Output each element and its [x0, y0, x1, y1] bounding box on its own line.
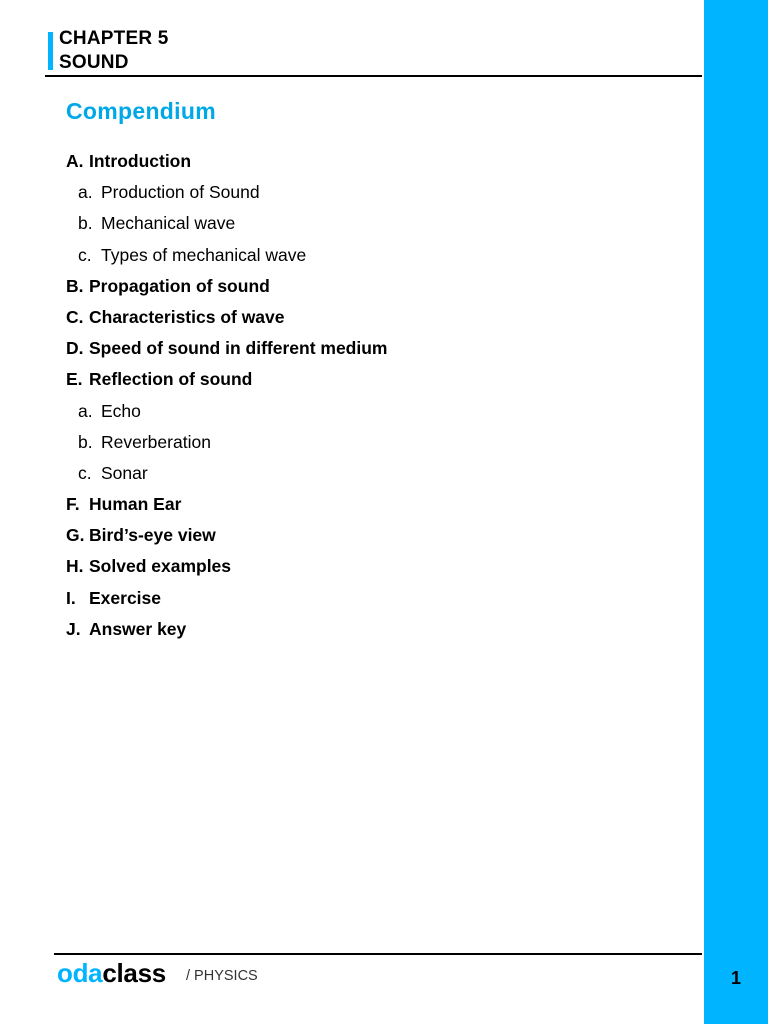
- toc-section-item: [66, 614, 666, 645]
- chapter-heading: [59, 27, 168, 75]
- toc-item-marker: b.: [78, 431, 93, 452]
- toc-item-label: Answer key: [89, 618, 187, 639]
- toc-section-item: [66, 551, 666, 582]
- section-title: Compendium: [66, 98, 216, 124]
- toc-subsection-item: [66, 396, 666, 427]
- toc-section-item: [66, 364, 666, 395]
- toc-section-item: [66, 271, 666, 302]
- chapter-accent-marker: [48, 32, 53, 70]
- toc-item-label: Solved examples: [89, 556, 232, 577]
- toc-item-marker: I.: [66, 587, 76, 608]
- toc-item-marker: A.: [66, 151, 84, 171]
- toc-subsection-item: [66, 177, 666, 208]
- toc-item-marker: a.: [78, 182, 93, 203]
- chapter-number: CHAPTER 5: [59, 28, 169, 49]
- toc-item-marker: H.: [66, 556, 84, 577]
- toc-subsection-item: [66, 458, 666, 489]
- brand-logo-part-class: class: [102, 958, 166, 988]
- toc-item-label: Mechanical wave: [101, 213, 236, 234]
- toc-item-marker: a.: [78, 400, 93, 421]
- toc-section-item: [66, 489, 666, 520]
- toc-item-label: Reflection of sound: [89, 369, 253, 390]
- toc-item-label: Introduction: [89, 151, 192, 171]
- toc-item-marker: b.: [78, 213, 93, 234]
- toc-subsection-item: [66, 240, 666, 271]
- toc-item-label: Human Ear: [89, 494, 182, 515]
- toc-item-label: Bird’s-eye view: [89, 525, 216, 546]
- toc-subsection-item: [66, 208, 666, 239]
- side-accent-band: [704, 0, 768, 1024]
- toc-item-label: Exercise: [89, 587, 162, 608]
- brand-logo: [57, 958, 166, 989]
- toc-item-marker: B.: [66, 275, 84, 296]
- toc-item-label: Propagation of sound: [89, 275, 270, 296]
- toc-section-item: [66, 302, 666, 333]
- toc-item-marker: G.: [66, 525, 85, 546]
- page-number: 1: [730, 968, 741, 988]
- toc-item-marker: F.: [66, 494, 80, 515]
- toc-item-label: Reverberation: [101, 431, 211, 452]
- toc-item-marker: E.: [66, 369, 83, 390]
- toc-section-item: [66, 146, 666, 177]
- footer-divider: [54, 953, 702, 955]
- toc-item-marker: C.: [66, 306, 84, 327]
- toc-section-item: [66, 520, 666, 551]
- toc-item-marker: c.: [78, 462, 92, 483]
- brand-logo-part-oda: oda: [57, 958, 103, 988]
- toc-item-label: Production of Sound: [101, 182, 260, 203]
- toc-item-label: Sonar: [101, 462, 148, 483]
- toc-item-label: Echo: [101, 400, 141, 421]
- toc-item-label: Types of mechanical wave: [101, 244, 307, 265]
- toc-subsection-item: [66, 427, 666, 458]
- footer-subject: / PHYSICS: [186, 968, 258, 984]
- table-of-contents: [66, 146, 666, 645]
- toc-item-label: Speed of sound in different medium: [89, 338, 388, 359]
- header-divider: [45, 75, 702, 77]
- toc-item-marker: J.: [66, 618, 81, 639]
- toc-item-marker: D.: [66, 338, 84, 359]
- toc-item-marker: c.: [78, 244, 92, 265]
- chapter-title: SOUND: [59, 52, 129, 73]
- toc-section-item: [66, 583, 666, 614]
- toc-item-label: Characteristics of wave: [89, 306, 285, 327]
- toc-section-item: [66, 333, 666, 364]
